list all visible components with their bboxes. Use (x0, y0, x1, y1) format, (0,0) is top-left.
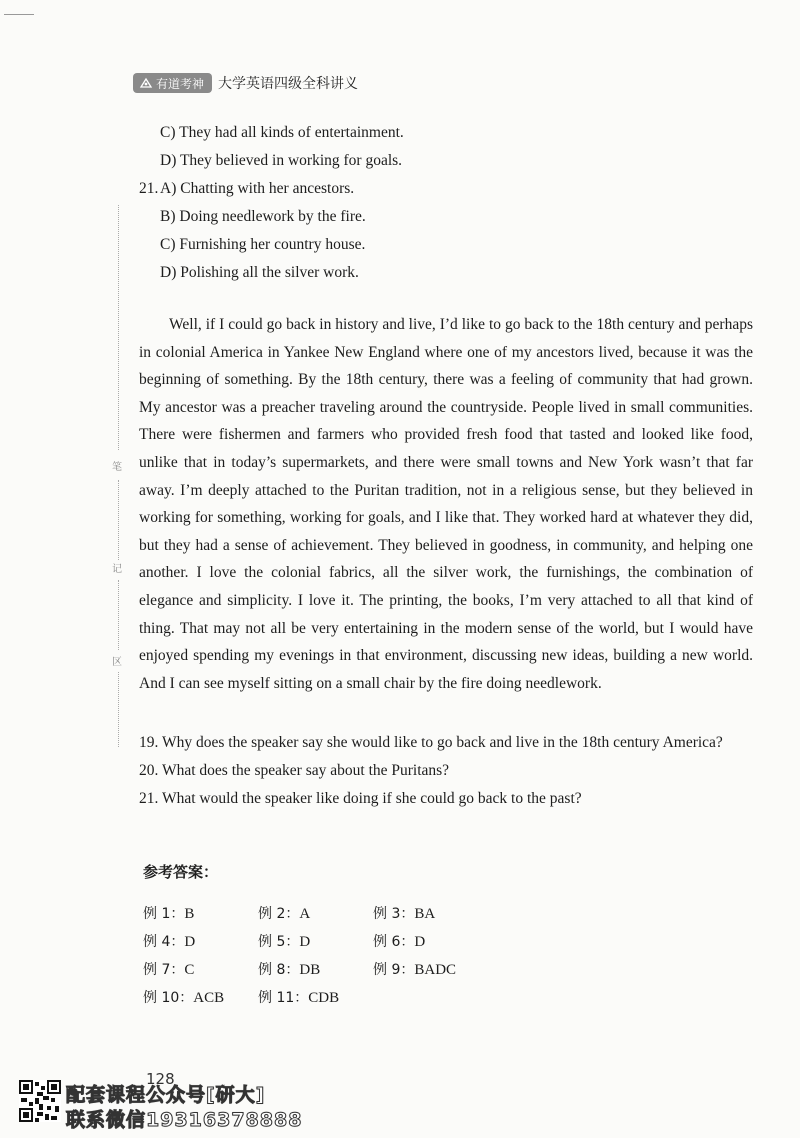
q20-option-c: C) They had all kinds of entertainment. (160, 124, 404, 141)
margin-dotted-line (118, 580, 119, 650)
q21-option-d: D) Polishing all the silver work. (160, 264, 359, 281)
qr-code-icon (19, 1080, 61, 1122)
q21-option-c: C) Furnishing her country house. (160, 236, 366, 253)
answer-item: 例 4：D (143, 934, 196, 950)
brand-logo-text: 有道考神 (156, 76, 205, 91)
promo-banner-line2: 联系微信19316378888 (66, 1109, 303, 1131)
question-20: 20. What does the speaker say about the Puritans? (139, 762, 450, 779)
page-header (133, 72, 358, 94)
q21-number: 21. (139, 180, 159, 197)
page-number: 128 (146, 1070, 175, 1088)
answers-heading: 参考答案： (143, 863, 219, 881)
book-title: 大学英语四级全科讲义 (218, 76, 359, 92)
margin-note-char: 记 (112, 564, 122, 575)
question-21: 21. What would the speaker like doing if she could go back to the past? (139, 790, 582, 807)
margin-note-char: 区 (112, 657, 122, 668)
owl-logo-icon (139, 76, 153, 90)
brand-logo (133, 73, 212, 93)
answer-item: 例 1：B (143, 906, 195, 922)
margin-dotted-line (118, 480, 119, 560)
q21-option-b: B) Doing needlework by the fire. (160, 208, 366, 225)
margin-dotted-line (118, 672, 119, 747)
promo-banner-line1: 配套课程公众号[研大] (66, 1084, 266, 1106)
question-19: 19. Why does the speaker say she would like to go back and live in the 18th century America? (139, 734, 723, 751)
answer-item: 例 6：D (373, 934, 426, 950)
answer-item: 例 7：C (143, 962, 195, 978)
margin-dotted-line (118, 205, 119, 450)
q20-option-d: D) They believed in working for goals. (160, 152, 403, 169)
q21-option-a: A) Chatting with her ancestors. (160, 180, 355, 197)
answer-item: 例 3：BA (373, 906, 436, 922)
answer-item: 例 5：D (258, 934, 311, 950)
listening-passage: Well, if I could go back in history and live, I’d like to go back to the 18th century and perhaps in colonial America in Yankee New England where one of my ancestors lived, because it was the beginning of something. By the 18th century, there was a feeling of community that had grown. My ancestor was a preacher traveling around the countryside. People lived in small communities. There were fishermen and farmers who provided fresh food that tasted and looked like food, unlike that in today’s supermarkets, and there were small towns and New York wasn’t that far away. I’m deeply attached to the Puritan tradition, not in a religious sense, but they believed in working for something, working for goals, and I like that. They worked hard at whatever they did, but they had a sense of achievement. They believed in goodness, in community, and helping one another. I love the colonial fabrics, all the silver work, the furnishings, the combination of elegance and simplicity. I love it. The printing, the books, I’m very attached to all that kind of thing. That may not all be very entertaining in the modern sense of the world, but I would have enjoyed spending my evenings in that environment, discussing new ideas, building a new world. And I can see myself sitting on a small chair by the fire doing needlework. (139, 316, 753, 692)
answer-item: 例 8：DB (258, 962, 321, 978)
margin-note-char: 笔 (112, 462, 122, 473)
answer-item: 例 10：ACB (143, 990, 225, 1006)
answer-item: 例 2：A (258, 906, 311, 922)
top-rule (4, 14, 34, 15)
answer-item: 例 9：BADC (373, 962, 457, 978)
answer-item: 例 11：CDB (258, 990, 340, 1006)
